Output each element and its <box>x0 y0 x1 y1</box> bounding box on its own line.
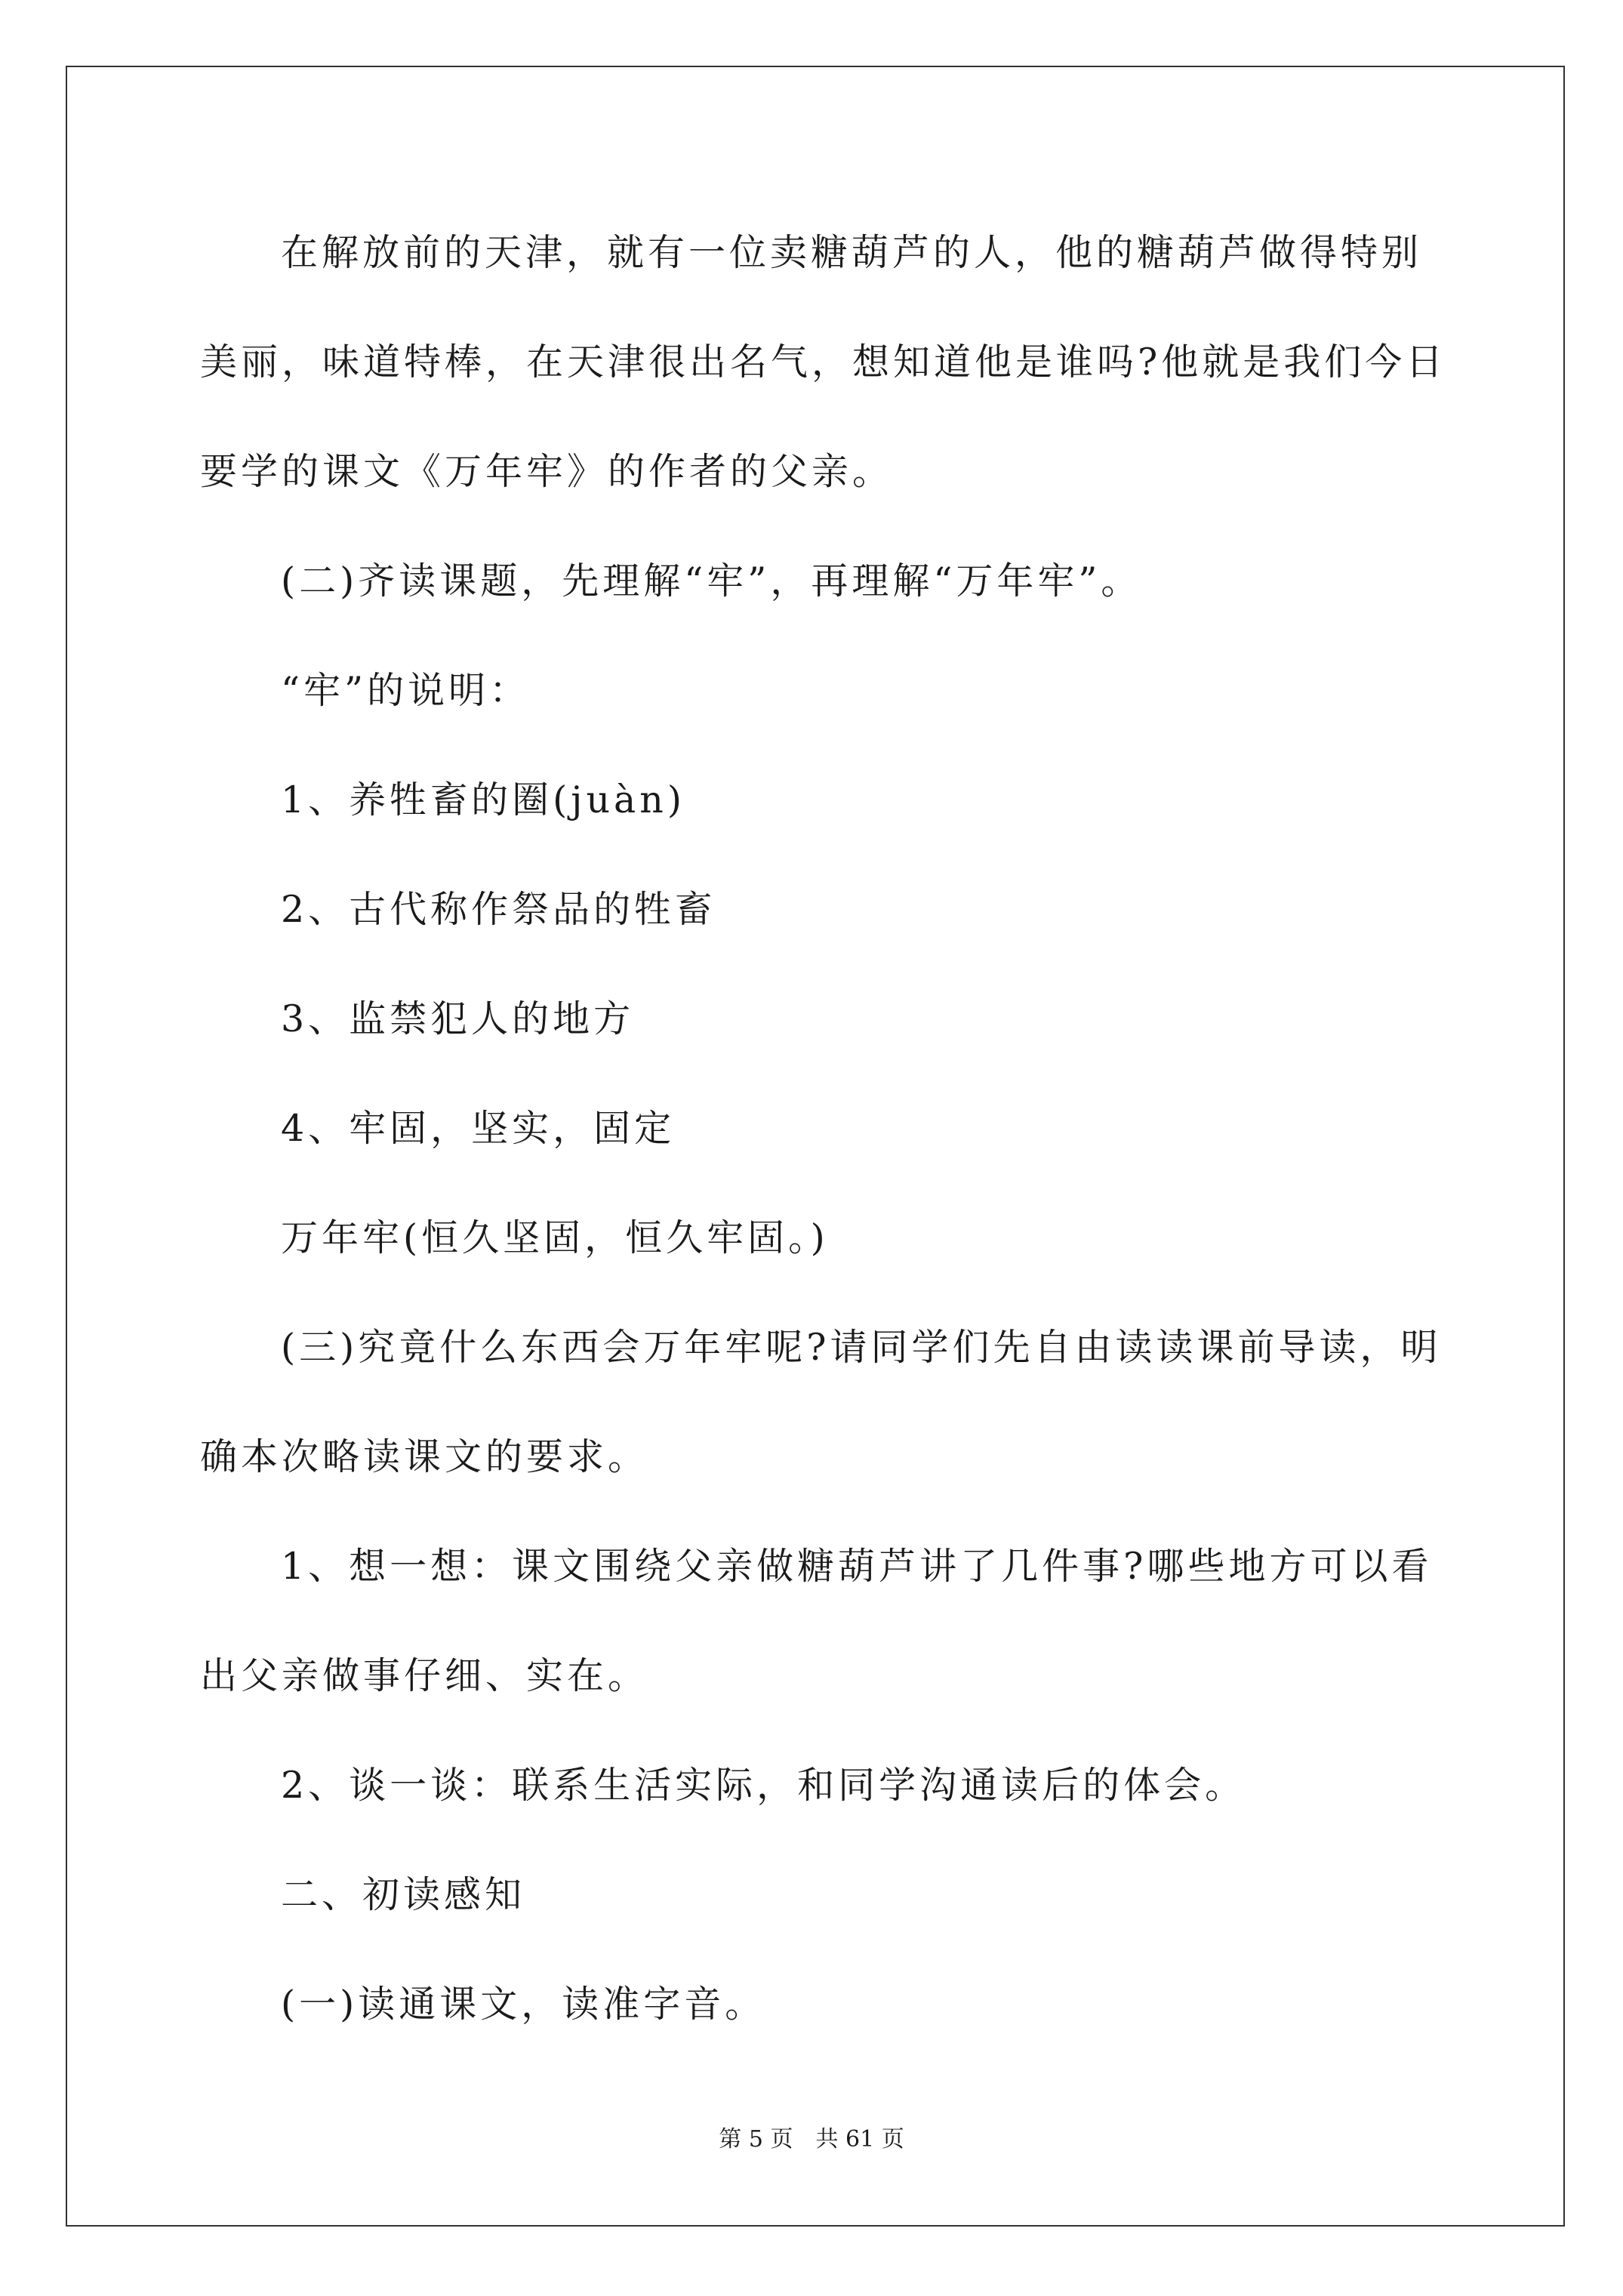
list-item: 3、监禁犯人的地方 <box>281 997 635 1040</box>
list-item: 4、牢固，坚实，固定 <box>281 1107 676 1150</box>
text-line: 在解放前的天津，就有一位卖糖葫芦的人，他的糖葫芦做得特别 <box>281 231 1423 274</box>
list-item: 2、古代称作祭品的牲畜 <box>281 888 716 931</box>
list-item: 1、养牲畜的圈(juàn) <box>281 778 685 821</box>
section-heading: 二、初读感知 <box>281 1873 526 1916</box>
text-line: “牢”的说明： <box>281 669 531 712</box>
text-line: 要学的课文《万年牢》的作者的父亲。 <box>200 450 894 493</box>
text-line: (二)齐读课题，先理解“牢”，再理解“万年牢”。 <box>281 559 1142 603</box>
text-line: 万年牢(恒久坚固，恒久牢固。) <box>281 1216 829 1259</box>
text-line: 美丽，味道特棒，在天津很出名气，想知道他是谁吗?他就是我们今日 <box>200 341 1447 384</box>
page-number: 第 5 页 共 61 页 <box>719 2126 904 2153</box>
list-item: 1、想一想：课文围绕父亲做糖葫芦讲了几件事?哪些地方可以看 <box>281 1545 1433 1588</box>
text-line: 确本次略读课文的要求。 <box>200 1435 649 1478</box>
list-item: 2、谈一谈：联系生活实际，和同学沟通读后的体会。 <box>281 1764 1246 1807</box>
text-line: 出父亲做事仔细、实在。 <box>200 1654 649 1697</box>
text-line: (三)究竟什么东西会万年牢呢?请同学们先自由读读课前导读，明 <box>281 1326 1442 1369</box>
text-line: (一)读通课文，读准字音。 <box>281 1983 766 2026</box>
